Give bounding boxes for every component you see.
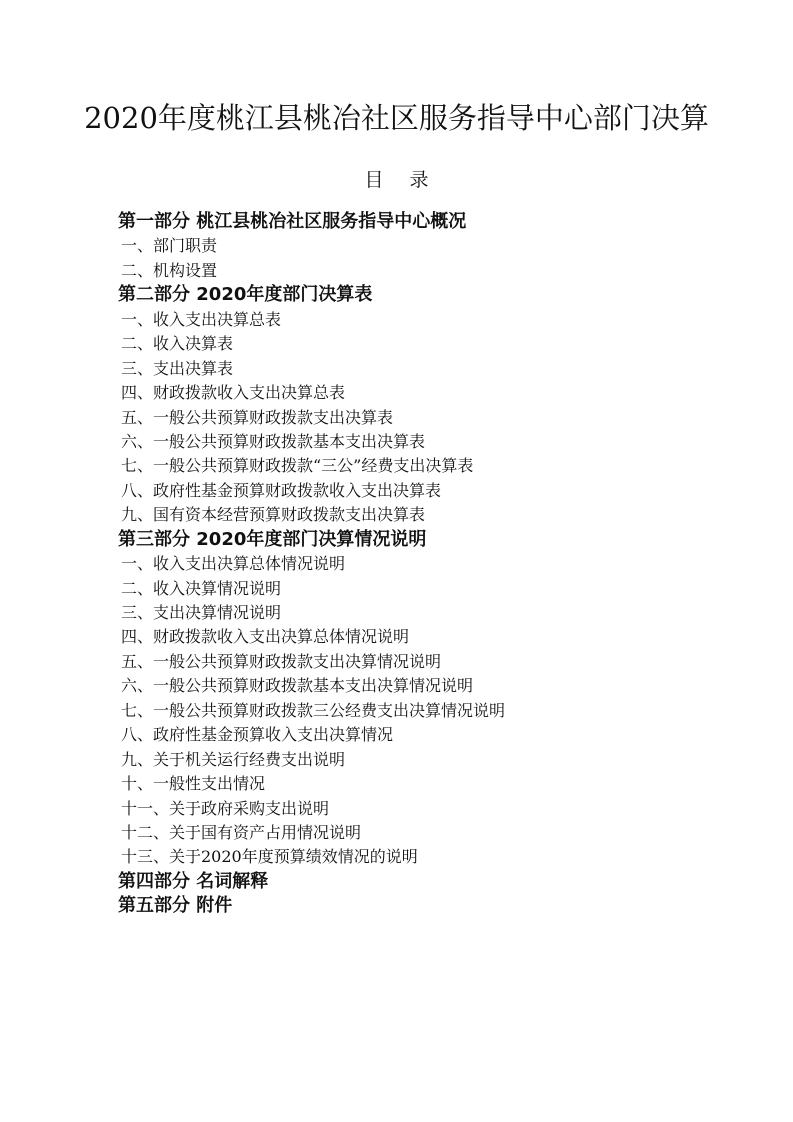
toc-item: 六、一般公共预算财政拨款基本支出决算情况说明 [121,676,474,696]
toc-item: 七、一般公共预算财政拨款“三公”经费支出决算表 [121,456,474,476]
toc-item: 五、一般公共预算财政拨款支出决算表 [121,407,394,427]
toc-heading: 目 录 [364,169,439,191]
toc-item: 一、部门职责 [121,236,218,256]
toc-part-heading: 第五部分 附件 [118,895,233,917]
toc-part-heading: 第二部分 2020年度部门决算表 [118,284,373,306]
toc-item: 九、关于机关运行经费支出说明 [121,749,346,769]
toc-item: 十、一般性支出情况 [121,774,266,794]
toc-part-heading: 第一部分 桃江县桃冶社区服务指导中心概况 [118,211,467,232]
toc-item: 六、一般公共预算财政拨款基本支出决算表 [121,431,426,451]
toc-item: 八、政府性基金预算财政拨款收入支出决算表 [121,480,442,500]
toc-item: 十一、关于政府采购支出说明 [121,798,330,818]
document-title: 2020年度桃江县桃冶社区服务指导中心部门决算 [84,101,709,135]
toc-item: 四、财政拨款收入支出决算总表 [121,383,346,403]
toc-item: 五、一般公共预算财政拨款支出决算情况说明 [121,651,442,671]
toc-item: 二、收入决算情况说明 [121,578,282,598]
toc-item: 七、一般公共预算财政拨款三公经费支出决算情况说明 [121,700,506,720]
toc-item: 四、财政拨款收入支出决算总体情况说明 [121,627,410,647]
toc-item: 一、收入支出决算总表 [121,309,282,329]
toc-part-heading: 第三部分 2020年度部门决算情况说明 [118,528,427,550]
toc-item: 二、机构设置 [121,260,218,280]
toc-part-heading: 第四部分 名词解释 [118,870,269,892]
toc-item: 三、支出决算情况说明 [121,603,282,622]
toc-item: 一、收入支出决算总体情况说明 [121,554,346,574]
table-of-contents [118,210,738,919]
toc-item: 二、收入决算表 [121,334,234,354]
toc-item: 九、国有资本经营预算财政拨款支出决算表 [121,505,426,525]
toc-item: 十二、关于国有资产占用情况说明 [121,822,362,842]
toc-item: 三、支出决算表 [121,358,234,378]
toc-item: 十三、关于2020年度预算绩效情况的说明 [121,847,418,867]
toc-item: 八、政府性基金预算收入支出决算情况 [121,725,394,745]
